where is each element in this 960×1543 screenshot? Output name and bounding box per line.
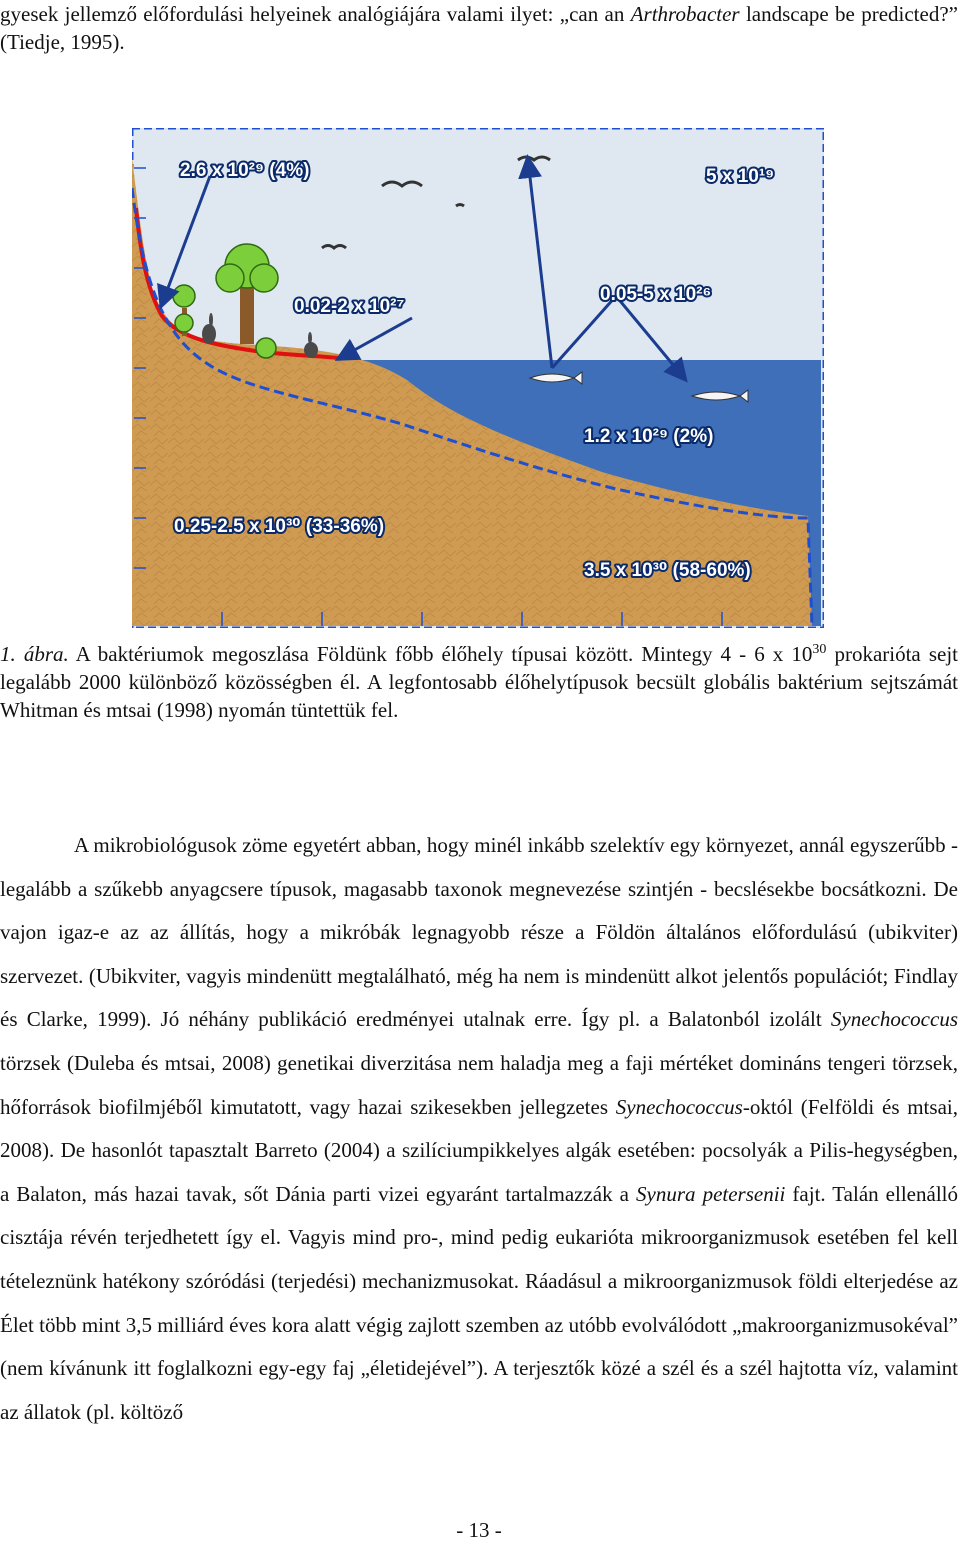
caption-label: 1. ábra. — [0, 642, 69, 666]
bush — [256, 338, 276, 358]
label-soil-surface: 2.6 x 10²⁹ (4%) — [180, 160, 310, 181]
body-segment-3: -októl (Felföldi és mtsai, 2008). De hasonlót tapasztalt Barreto (2004) a szilíciumpikkelyes algák esetében: pocsolyák a Pilis-hegységben, a Balaton, más hazai tavak, sőt Dánia parti vizei egyaránt tartalmazzák a — [0, 1094, 958, 1206]
caption-text-1: A baktériumok megoszlása Földünk főbb élőhely típusai között. Mintegy 4 - 6 x 10 — [68, 642, 813, 666]
intro-species: Arthrobacter — [630, 2, 740, 26]
bacteria-distribution-figure — [132, 128, 824, 628]
label-ocean-subsurface: 3.5 x 10³⁰ (58-60%) — [584, 560, 751, 581]
label-ocean-animals: 0.05-5 x 10²⁶ — [600, 284, 712, 305]
body-text — [0, 824, 958, 1434]
body-segment-1: A mikrobiológusok zöme egyetért abban, hogy minél inkább szelektív egy környezet, annál egyszerűbb - legalább a szűkebb anyagcsere típusok, magasabb taxonok megnevezése szintjén - becslésekbe bocsátkozni. De vajon igaz-e az az állítás, hogy a mikróbák legnagyobb része a Földön általános előfordulású (ubikviter) szervezet. (Ubikviter, vagyis mindenütt megtalálható, még ha nem is mindenütt alkot jelentős populációt; Findlay és Clarke, 1999). Jó néhány publikáció eredményei utalnak erre. Így pl. a Balatonból izolált — [0, 833, 958, 1032]
body-segment-2: törzsek (Duleba és mtsai, 2008) genetikai diverzitása nem haladja meg a faji mértéket domináns tengeri törzsek, hőforrások biofilmjéből kimutatott, vagy hazai szikesekben jellegzetes — [0, 1050, 958, 1119]
label-plants: 0.02-2 x 10²⁷ — [294, 296, 405, 317]
species-synechococcus-2: Synechococcus — [615, 1094, 743, 1119]
intro-text-start: gyesek jellemző előfordulási helyeinek analógiájára valami ilyet: „can an — [0, 2, 631, 26]
caption-exponent: 30 — [812, 642, 827, 657]
body-segment-4: fajt. Talán ellenálló cisztája révén terjedhetett így el. Vagyis mind pro-, mind pedig eukarióta mikroorganizmusok esetében fel kell tételeznünk hatékony szóródási (terjedési) mechanizmusokat. Ráadásul a mikroorganizmusok földi elterjedése az Élet több mint 3,5 milliárd éves kora alatt végig zajlott szemben az utóbb evolválódott „makroorganizmusokéval” (nem kívánunk itt foglalkozni egy-egy faj „életidejével”). A terjesztők közé a szél és a szél hajtotta víz, valamint az állatok (pl. költöző — [0, 1181, 958, 1424]
habitat-illustration — [132, 128, 824, 628]
species-synechococcus: Synechococcus — [830, 1007, 958, 1032]
figure-caption — [0, 640, 958, 724]
label-land-subsurface: 0.25-2.5 x 10³⁰ (33-36%) — [174, 516, 385, 537]
species-synura: Synura petersenii — [636, 1181, 786, 1206]
body-paragraph — [0, 824, 958, 1434]
intro-paragraph — [0, 0, 958, 56]
caption-text-2: prokarióta sejt legalább 2000 különböző közösségben él. A legfontosabb élőhelytípusok becsült globális baktérium sejtszámát Whitman és mtsai (1998) nyomán tüntettük fel. — [0, 642, 958, 722]
label-ocean-water: 1.2 x 10²⁹ (2%) — [584, 426, 714, 447]
page-number: - 13 - — [456, 1518, 502, 1542]
intro-text-end: landscape be predicted?” (Tiedje, 1995). — [0, 2, 958, 54]
label-atmosphere: 5 x 10¹⁹ — [706, 166, 775, 187]
